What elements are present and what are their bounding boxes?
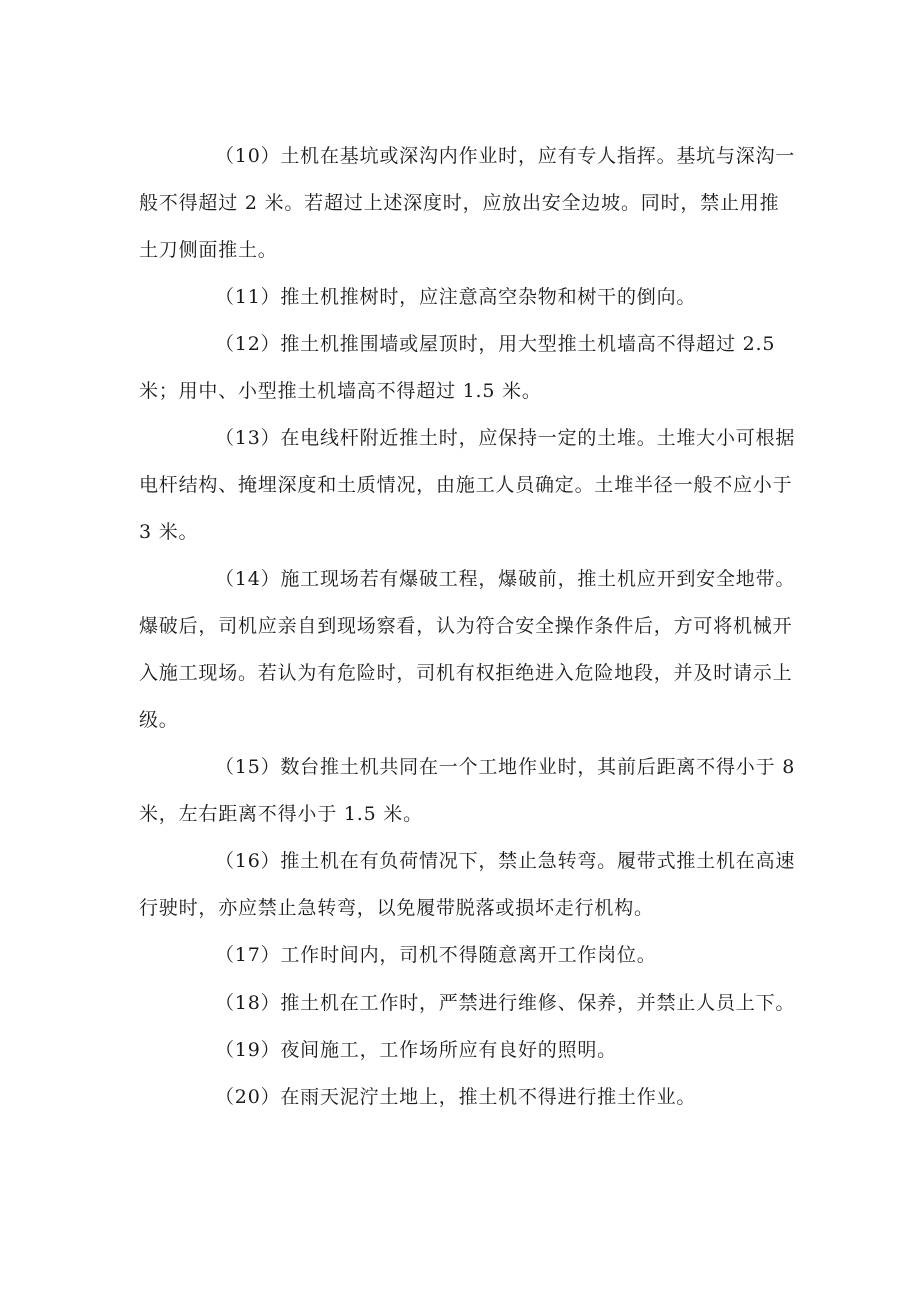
paragraph-18: （18）推土机在工作时，严禁进行维修、保养，并禁止人员上下。 bbox=[215, 992, 796, 1014]
paragraph-14: （14）施工现场若有爆破工程，爆破前，推土机应开到安全地带。爆破后，司机应亲自到现场察看，认为符合安全操作条件后，方可将机械开入施工现场。若认为有危险时，司机有权拒绝进入危险地段，并及时请示上级。 bbox=[139, 568, 796, 731]
paragraph-16: （16）推土机在有负荷情况下，禁止急转弯。履带式推土机在高速行驶时，亦应禁止急转弯，以免履带脱落或损坏走行机构。 bbox=[139, 850, 796, 919]
paragraph-15: （15）数台推土机共同在一个工地作业时，其前后距离不得小于 8 米，左右距离不得小于 1.5 米。 bbox=[139, 756, 796, 825]
paragraph-13: （13）在电线杆附近推土时，应保持一定的土堆。土堆大小可根据电杆结构、掩埋深度和土质情况，由施工人员确定。土堆半径一般不应小于 3 米。 bbox=[139, 427, 796, 543]
paragraph-17: （17）工作时间内，司机不得随意离开工作岗位。 bbox=[215, 944, 657, 966]
paragraph-20: （20）在雨天泥泞土地上，推土机不得进行推土作业。 bbox=[215, 1086, 697, 1108]
paragraph-12: （12）推土机推围墙或屋顶时，用大型推土机墙高不得超过 2.5 米；用中、小型推土机墙高不得超过 1.5 米。 bbox=[139, 333, 776, 402]
paragraph-10: （10）土机在基坑或深沟内作业时，应有专人指挥。基坑与深沟一般不得超过 2 米。若超过上述深度时，应放出安全边坡。同时，禁止用推土刀侧面推土。 bbox=[139, 145, 796, 261]
document-body bbox=[139, 133, 799, 1121]
paragraph-11: （11）推土机推树时，应注意高空杂物和树干的倒向。 bbox=[215, 286, 697, 308]
paragraph-19: （19）夜间施工，工作场所应有良好的照明。 bbox=[215, 1039, 617, 1061]
